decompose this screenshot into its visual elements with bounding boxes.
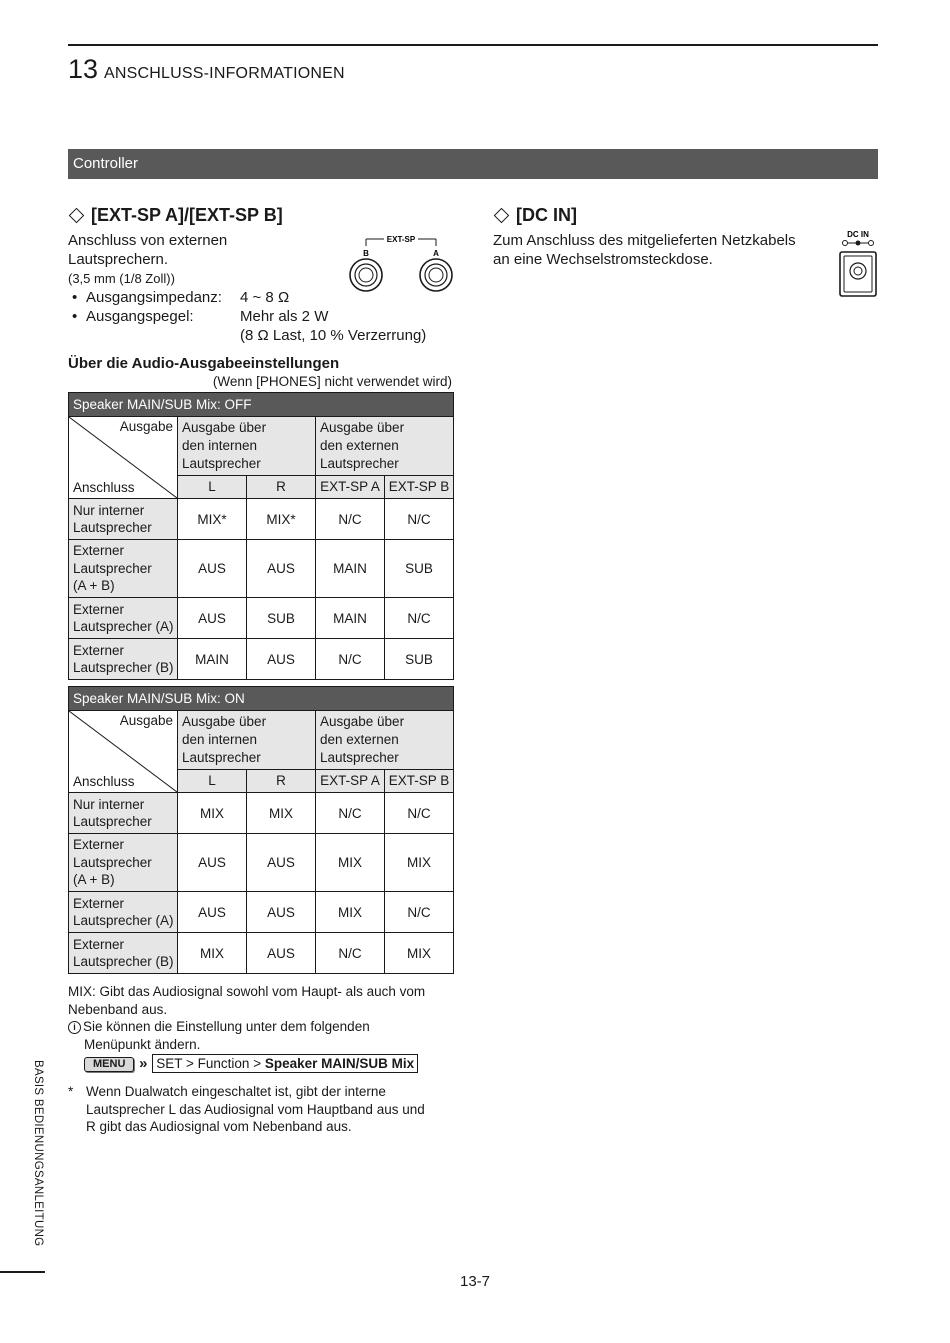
polarity-icon xyxy=(843,241,874,246)
row-header: Externer Lautsprecher (B) xyxy=(69,639,178,680)
row-header: Externer Lautsprecher (A + B) xyxy=(69,834,178,892)
table-cell: N/C xyxy=(316,793,385,834)
row-header: Nur interner Lautsprecher xyxy=(69,793,178,834)
star-marker: * xyxy=(68,1084,74,1099)
table-row xyxy=(69,499,454,540)
info-note xyxy=(68,1018,370,1053)
table-cell: MAIN xyxy=(316,540,385,598)
corner-ausgabe-label: Ausgabe xyxy=(119,419,173,434)
menu-path-box xyxy=(152,1054,418,1073)
table-cell: N/C xyxy=(385,793,454,834)
star-note-line3: R gibt das Audiosignal vom Nebenband aus. xyxy=(86,1119,352,1134)
menu-arrow-icon: » xyxy=(139,1055,148,1072)
column-header: R xyxy=(247,770,316,793)
table-row xyxy=(69,793,454,834)
column-header: R xyxy=(247,476,316,499)
chapter-title: ANSCHLUSS-INFORMATIONEN xyxy=(104,65,345,82)
dc-in-desc-line2: an eine Wechselstromsteckdose. xyxy=(493,251,713,268)
dc-in-heading xyxy=(493,205,577,226)
table-corner-cell xyxy=(69,417,178,499)
header-external-speaker: Ausgabe über den externen Lautsprecher xyxy=(316,711,454,770)
table-cell: AUS xyxy=(247,639,316,680)
table-cell: AUS xyxy=(178,540,247,598)
row-header: Externer Lautsprecher (A) xyxy=(69,892,178,933)
page-number: 13-7 xyxy=(459,1273,491,1290)
jack-a-label: A xyxy=(433,249,439,258)
table-cell: MAIN xyxy=(178,639,247,680)
table-cell: AUS xyxy=(178,598,247,639)
column-header: EXT-SP B xyxy=(385,476,454,499)
header-internal-speaker: Ausgabe über den internen Lautsprecher xyxy=(178,417,316,476)
star-note xyxy=(68,1083,425,1136)
spec-value: 4 ~ 8 Ω xyxy=(240,289,290,306)
table-row xyxy=(69,933,454,974)
spec-value: (8 Ω Last, 10 % Verzerrung) xyxy=(240,327,427,344)
ext-sp-heading xyxy=(68,205,283,226)
corner-anschluss-label: Anschluss xyxy=(73,774,135,789)
ext-sp-desc-line3: (3,5 mm (1/8 Zoll)) xyxy=(68,271,175,286)
diamond-bullet-icon xyxy=(69,207,85,223)
table-cell: SUB xyxy=(385,540,454,598)
info-note-line1: Sie können die Einstellung unter dem folgenden xyxy=(83,1019,370,1034)
jack-a-icon xyxy=(420,259,452,291)
table-cell: SUB xyxy=(247,598,316,639)
dc-in-desc-line1: Zum Anschluss des mitgelieferten Netzkabels xyxy=(493,232,796,249)
table-cell: MIX* xyxy=(247,499,316,540)
header-internal-speaker: Ausgabe über den internen Lautsprecher xyxy=(178,711,316,770)
info-icon: i xyxy=(68,1021,81,1034)
jack-b-label: B xyxy=(363,249,369,258)
table-cell: N/C xyxy=(385,892,454,933)
table-cell: AUS xyxy=(178,834,247,892)
table-cell: N/C xyxy=(385,598,454,639)
dc-in-connector-icon xyxy=(836,227,880,299)
table-cell: AUS xyxy=(247,933,316,974)
table-cell: AUS xyxy=(247,540,316,598)
table-cell: MIX xyxy=(247,793,316,834)
table-corner-cell xyxy=(69,711,178,793)
column-header: L xyxy=(178,476,247,499)
table-cell: AUS xyxy=(247,892,316,933)
ext-sp-heading-text: [EXT-SP A]/[EXT-SP B] xyxy=(91,205,283,225)
menu-path xyxy=(84,1054,418,1073)
table-cell: MAIN xyxy=(316,598,385,639)
table-cell: MIX xyxy=(316,892,385,933)
star-note-line1: Wenn Dualwatch eingeschaltet ist, gibt der interne xyxy=(86,1084,386,1099)
spec-value: Mehr als 2 W xyxy=(240,308,329,325)
table-row xyxy=(69,834,454,892)
audio-settings-note: (Wenn [PHONES] nicht verwendet wird) xyxy=(212,374,452,389)
row-header: Nur interner Lautsprecher xyxy=(69,499,178,540)
table-cell: MIX xyxy=(178,793,247,834)
dc-in-heading-text: [DC IN] xyxy=(516,205,577,225)
audio-table-mix-on xyxy=(68,686,454,974)
diamond-bullet-icon xyxy=(494,207,510,223)
star-note-line2: Lautsprecher L das Audiosignal vom Hauptband aus und xyxy=(86,1101,425,1117)
menu-key-icon: MENU xyxy=(84,1057,134,1072)
table-title: Speaker MAIN/SUB Mix: ON xyxy=(69,687,454,711)
column-header: EXT-SP B xyxy=(385,770,454,793)
column-header: L xyxy=(178,770,247,793)
menu-path-item: Speaker MAIN/SUB Mix xyxy=(264,1056,415,1071)
side-label: BASIS BEDIENUNGSANLEITUNG xyxy=(32,1060,44,1247)
section-bar: Controller xyxy=(68,149,878,179)
table-cell: N/C xyxy=(385,499,454,540)
table-cell: AUS xyxy=(247,834,316,892)
top-rule xyxy=(68,44,878,46)
jack-b-icon xyxy=(350,259,382,291)
chapter-number: 13 xyxy=(68,54,99,84)
table-title: Speaker MAIN/SUB Mix: OFF xyxy=(69,393,454,417)
ext-sp-desc-line2: Lautsprechern. xyxy=(68,251,169,268)
info-note-line2: Menüpunkt ändern. xyxy=(84,1036,201,1052)
table-row xyxy=(69,892,454,933)
table-row xyxy=(69,598,454,639)
corner-ausgabe-label: Ausgabe xyxy=(119,713,173,728)
spec-key: Ausgangsimpedanz: xyxy=(86,289,222,306)
column-header: EXT-SP A xyxy=(316,476,385,499)
table-cell: AUS xyxy=(178,892,247,933)
table-cell: N/C xyxy=(316,933,385,974)
table-row xyxy=(69,639,454,680)
table-row xyxy=(69,540,454,598)
audio-settings-heading: Über die Audio-Ausgabeeinstellungen xyxy=(68,355,340,372)
chapter-header xyxy=(68,54,345,85)
row-header: Externer Lautsprecher (A) xyxy=(69,598,178,639)
ext-sp-connector-icon xyxy=(344,230,458,294)
table-cell: MIX xyxy=(385,933,454,974)
header-external-speaker: Ausgabe über den externen Lautsprecher xyxy=(316,417,454,476)
audio-table-mix-off xyxy=(68,392,454,680)
table-cell: N/C xyxy=(316,639,385,680)
table-cell: MIX xyxy=(385,834,454,892)
ext-sp-connector-label: EXT-SP xyxy=(386,235,416,244)
menu-path-text: SET > Function > xyxy=(156,1056,265,1071)
table-cell: MIX xyxy=(178,933,247,974)
corner-anschluss-label: Anschluss xyxy=(73,480,135,495)
table-cell: MIX* xyxy=(178,499,247,540)
mix-note xyxy=(68,983,425,1018)
table-cell: MIX xyxy=(316,834,385,892)
row-header: Externer Lautsprecher (A + B) xyxy=(69,540,178,598)
mix-note-line1: MIX: Gibt das Audiosignal sowohl vom Haupt- als auch vom xyxy=(68,984,426,999)
table-cell: SUB xyxy=(385,639,454,680)
ext-sp-desc-line1: Anschluss von externen xyxy=(68,232,228,249)
table-cell: N/C xyxy=(316,499,385,540)
column-header: EXT-SP A xyxy=(316,770,385,793)
spec-key: Ausgangspegel: xyxy=(86,308,194,325)
mix-note-line2: Nebenband aus. xyxy=(68,1001,168,1017)
dc-in-connector-label: DC IN xyxy=(847,230,869,239)
row-header: Externer Lautsprecher (B) xyxy=(69,933,178,974)
